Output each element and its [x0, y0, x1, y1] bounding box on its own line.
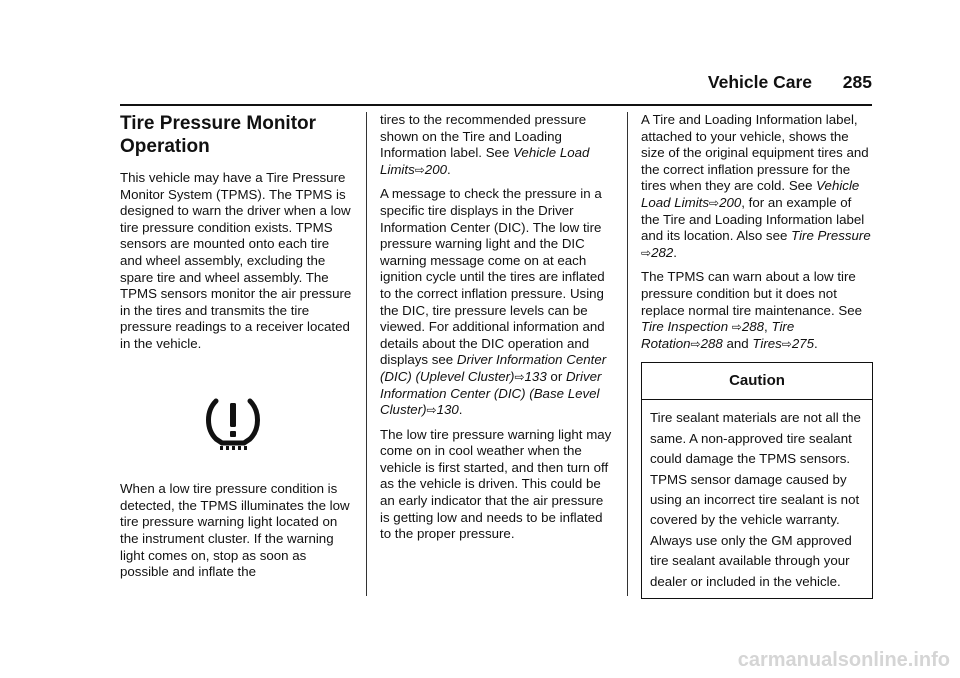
caution-box	[641, 362, 873, 599]
column-3	[641, 112, 873, 599]
low-tire-pressure-warning-icon	[202, 395, 264, 451]
xref-tire-inspection[interactable]: Tire Inspection	[641, 319, 729, 335]
page-ref-arrow-icon: ⇨	[426, 403, 437, 418]
header-rule	[120, 104, 872, 106]
page-ref-arrow-icon: ⇨	[414, 162, 425, 177]
xref-dic-uplevel[interactable]: Driver Information Center (DIC) (Uplevel Cluster)	[380, 352, 607, 384]
column-divider-1	[366, 112, 367, 596]
column-divider-2	[627, 112, 628, 596]
page-ref-arrow-icon: ⇨	[731, 320, 742, 335]
cold-weather-paragraph: The low tire pressure warning light may come on in cool weather when the vehicle is first started, and then turn off as the vehicle is driven. This could be an early indicator that the air pressure is getting low and needs to be inflated to the proper pressure.	[380, 426, 612, 542]
dic-paragraph: A message to check the pressure in a specific tire displays in the Driver Information Center (DIC). The low tire pressure warning light and the DIC warning message come on at each ignition cycle until the tires are inflated to the correct inflation pressure. Using the DIC, tire pressure levels can be viewed. For additional information and details about the DIC operation and displays see Driver Information Center (DIC) (Uplevel Cluster)⇨133 or Driver Information Center (DIC) (Base Level Cluster)⇨130.	[380, 186, 607, 418]
section-title: Vehicle Care	[707, 72, 812, 92]
page-ref-arrow-icon: ⇨	[709, 195, 720, 210]
warning-paragraph: When a low tire pressure condition is detected, the TPMS illuminates the low tire pressure warning light located on the instrument cluster. If the warning light comes on, stop as soon as possible and inflate the	[120, 481, 350, 580]
xref-tires[interactable]: Tires	[752, 335, 782, 351]
column-2	[380, 112, 612, 551]
page-ref-arrow-icon: ⇨	[781, 336, 792, 351]
page-number: 285	[842, 72, 872, 92]
section-heading: Tire Pressure Monitor Operation	[120, 113, 317, 157]
maintenance-paragraph: The TPMS can warn about a low tire pressure condition but it does not replace normal tire maintenance. See Tire Inspection ⇨288, Tire Rotation⇨288 and Tires⇨275.	[641, 269, 862, 351]
page-ref-arrow-icon: ⇨	[690, 336, 701, 351]
xref-vehicle-load-limits-2[interactable]: Vehicle Load Limits	[641, 178, 860, 210]
watermark: carmanualsonline.info	[737, 649, 950, 671]
xref-tire-pressure[interactable]: Tire Pressure	[791, 228, 871, 244]
page-ref-arrow-icon: ⇨	[641, 245, 652, 260]
caution-heading: Caution	[642, 371, 872, 400]
continued-paragraph: tires to the recommended pressure shown on the Tire and Loading Information label. See Vehicle Load Limits⇨200.	[380, 112, 590, 177]
column-1	[120, 112, 352, 589]
label-paragraph: A Tire and Loading Information label, attached to your vehicle, shows the size of the original equipment tires and the correct inflation pressure for the tires when they are cold. See Vehicle Load Limits⇨200, for an example of the Tire and Loading Information label and its location. Also see Tire Pressure ⇨282.	[641, 112, 871, 260]
xref-tire-rotation[interactable]: Tire Rotation	[641, 319, 795, 351]
page-ref-arrow-icon: ⇨	[514, 369, 525, 384]
running-header	[120, 72, 872, 102]
intro-paragraph: This vehicle may have a Tire Pressure Monitor System (TPMS). The TPMS is designed to warn the driver when a low tire pressure condition exists. TPMS sensors are mounted onto each tire and wheel assembly, excluding the spare tire and wheel assembly. The TPMS sensors monitor the air pressure in the tires and transmits the tire pressure readings to a receiver located in the vehicle.	[120, 170, 352, 351]
xref-dic-base[interactable]: Driver Information Center (DIC) (Base Level Cluster)	[380, 368, 602, 418]
caution-body: Tire sealant materials are not all the same. A non-approved tire sealant could damage the TPMS sensors. TPMS sensor damage caused by using an incorrect tire sealant is not covered by the vehicle warranty. Always use only the GM approved tire sealant available through your dealer or included in the vehicle.	[650, 410, 861, 589]
xref-vehicle-load-limits[interactable]: Vehicle Load Limits	[380, 145, 590, 177]
